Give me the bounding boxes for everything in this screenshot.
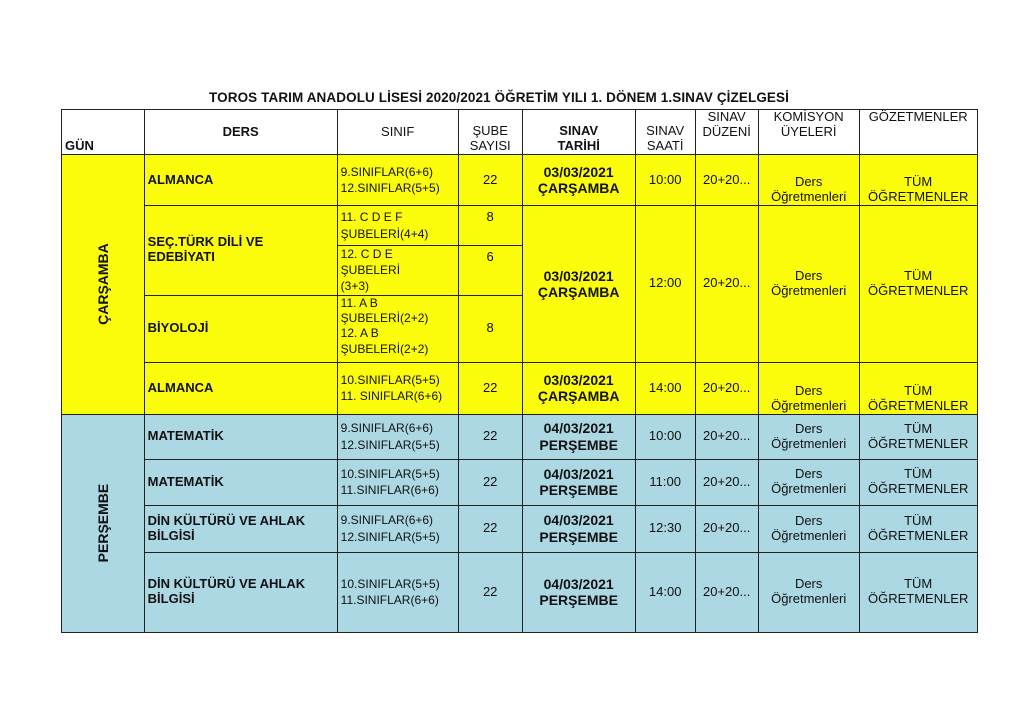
duzen-cell: 20+20...: [695, 206, 758, 363]
header-ders: DERS: [144, 110, 337, 155]
table-row: [62, 206, 978, 246]
header-saat: SINAV SAATİ: [635, 110, 695, 155]
tarih-cell: 04/03/2021 PERŞEMBE: [522, 552, 635, 632]
komisyon-cell: Ders Öğretmenleri: [758, 155, 859, 206]
sube-cell: 8: [458, 206, 522, 246]
ders-cell: BİYOLOJİ: [144, 295, 337, 362]
duzen-cell: 20+20...: [695, 414, 758, 459]
gozetmen-cell: TÜM ÖĞRETMENLER: [859, 414, 977, 459]
day-cell-carsamba: ÇARŞAMBA: [62, 155, 145, 415]
header-sube: ŞUBE SAYISI: [458, 110, 522, 155]
sinif-cell: 10.SINIFLAR(5+5) 11. SINIFLAR(6+6): [337, 362, 458, 414]
header-gozetmen: GÖZETMENLER: [859, 110, 977, 155]
sinif-cell: 11. C D E F ŞUBELERİ(4+4): [337, 206, 458, 246]
ders-cell: MATEMATİK: [144, 414, 337, 459]
ders-cell: DİN KÜLTÜRÜ VE AHLAK BİLGİSİ: [144, 552, 337, 632]
duzen-cell: 20+20...: [695, 459, 758, 505]
sinif-cell: 9.SINIFLAR(6+6) 12.SINIFLAR(5+5): [337, 505, 458, 552]
duzen-cell: 20+20...: [695, 552, 758, 632]
header-row: [62, 110, 978, 155]
table-row: [62, 155, 978, 206]
sube-cell: 22: [458, 552, 522, 632]
gozetmen-cell: TÜM ÖĞRETMENLER: [859, 505, 977, 552]
table-row: [62, 505, 978, 552]
page-title: TOROS TARIM ANADOLU LİSESİ 2020/2021 ÖĞRETİM YILI 1. DÖNEM 1.SINAV ÇİZELGESİ: [209, 90, 789, 105]
ders-cell: SEÇ.TÜRK DİLİ VE EDEBİYATI: [144, 206, 337, 296]
tarih-cell: 03/03/2021 ÇARŞAMBA: [522, 155, 635, 206]
duzen-cell: 20+20...: [695, 362, 758, 414]
saat-cell: 10:00: [635, 155, 695, 206]
sinif-cell: 9.SINIFLAR(6+6) 12.SINIFLAR(5+5): [337, 155, 458, 206]
sube-cell: 22: [458, 505, 522, 552]
komisyon-cell: Ders Öğretmenleri: [758, 362, 859, 414]
header-gun: GÜN: [62, 110, 145, 155]
sube-cell: 8: [458, 295, 522, 362]
tarih-cell: 03/03/2021 ÇARŞAMBA: [522, 206, 635, 363]
table-row: [62, 552, 978, 632]
table-row: [62, 459, 978, 505]
sinif-cell: 10.SINIFLAR(5+5) 11.SINIFLAR(6+6): [337, 552, 458, 632]
header-komisyon: KOMİSYON ÜYELERİ: [758, 110, 859, 155]
saat-cell: 12:00: [635, 206, 695, 363]
gozetmen-cell: TÜM ÖĞRETMENLER: [859, 206, 977, 363]
sube-cell: 6: [458, 246, 522, 296]
duzen-cell: 20+20...: [695, 155, 758, 206]
tarih-cell: 04/03/2021 PERŞEMBE: [522, 459, 635, 505]
sube-cell: 22: [458, 459, 522, 505]
komisyon-cell: Ders Öğretmenleri: [758, 206, 859, 363]
ders-cell: MATEMATİK: [144, 459, 337, 505]
komisyon-cell: Ders Öğretmenleri: [758, 552, 859, 632]
header-sinif: SINIF: [337, 110, 458, 155]
saat-cell: 14:00: [635, 552, 695, 632]
ders-cell: ALMANCA: [144, 155, 337, 206]
saat-cell: 11:00: [635, 459, 695, 505]
gozetmen-cell: TÜM ÖĞRETMENLER: [859, 155, 977, 206]
gozetmen-cell: TÜM ÖĞRETMENLER: [859, 552, 977, 632]
day-cell-persembe: PERŞEMBE: [62, 414, 145, 632]
tarih-cell: 04/03/2021 PERŞEMBE: [522, 505, 635, 552]
gozetmen-cell: TÜM ÖĞRETMENLER: [859, 459, 977, 505]
sinif-cell: 9.SINIFLAR(6+6) 12.SINIFLAR(5+5): [337, 414, 458, 459]
sinif-cell: 12. C D E ŞUBELERİ (3+3): [337, 246, 458, 296]
exam-schedule-table: [61, 109, 978, 633]
komisyon-cell: Ders Öğretmenleri: [758, 414, 859, 459]
sinif-cell: 10.SINIFLAR(5+5) 11.SINIFLAR(6+6): [337, 459, 458, 505]
sube-cell: 22: [458, 414, 522, 459]
ders-cell: DİN KÜLTÜRÜ VE AHLAK BİLGİSİ: [144, 505, 337, 552]
duzen-cell: 20+20...: [695, 505, 758, 552]
table-row: [62, 414, 978, 459]
sinif-cell: 11. A B ŞUBELERİ(2+2) 12. A B ŞUBELERİ(2+2): [337, 295, 458, 362]
komisyon-cell: Ders Öğretmenleri: [758, 459, 859, 505]
ders-cell: ALMANCA: [144, 362, 337, 414]
saat-cell: 10:00: [635, 414, 695, 459]
gozetmen-cell: TÜM ÖĞRETMENLER: [859, 362, 977, 414]
komisyon-cell: Ders Öğretmenleri: [758, 505, 859, 552]
table-row: [62, 362, 978, 414]
header-duzen: SINAV DÜZENİ: [695, 110, 758, 155]
tarih-cell: 03/03/2021 ÇARŞAMBA: [522, 362, 635, 414]
saat-cell: 14:00: [635, 362, 695, 414]
header-tarih: SINAV TARİHİ: [522, 110, 635, 155]
sube-cell: 22: [458, 362, 522, 414]
tarih-cell: 04/03/2021 PERŞEMBE: [522, 414, 635, 459]
sube-cell: 22: [458, 155, 522, 206]
saat-cell: 12:30: [635, 505, 695, 552]
